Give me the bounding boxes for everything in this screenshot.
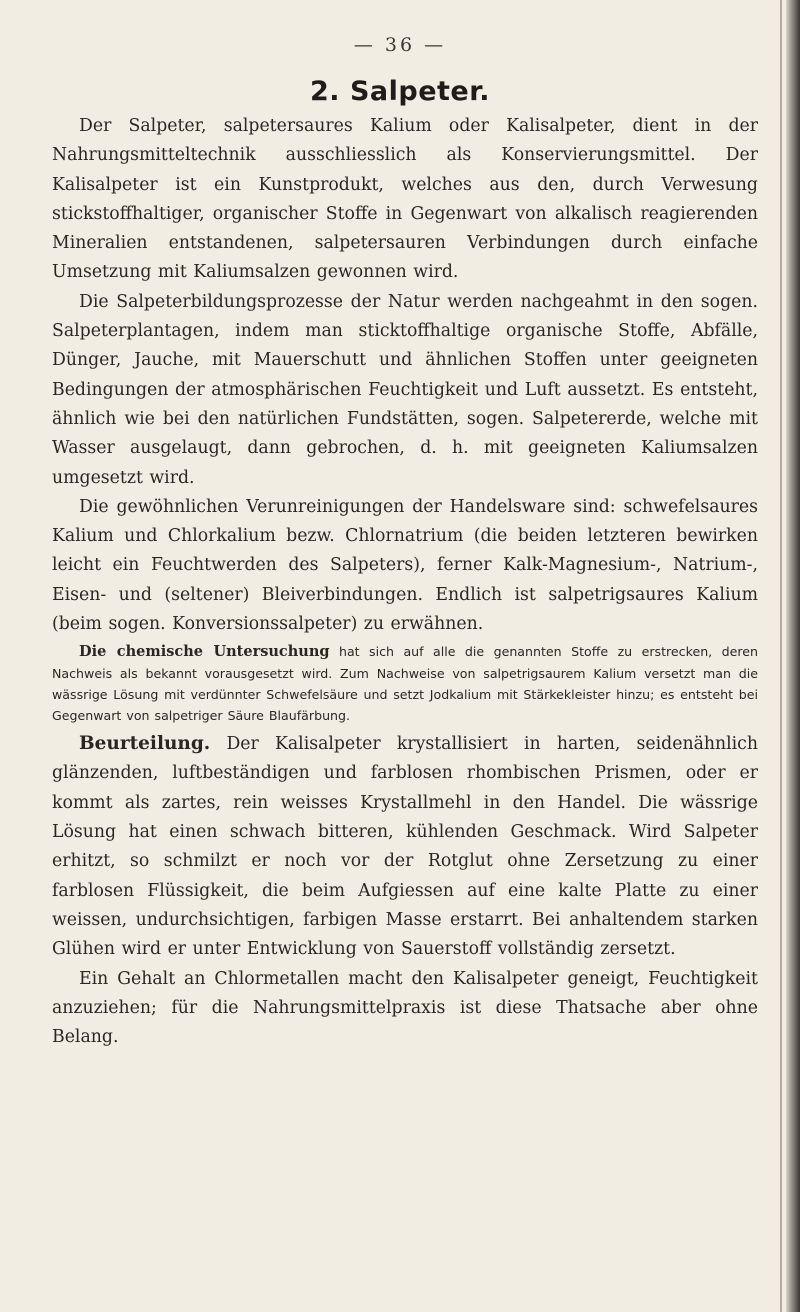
paragraph-assessment — [52, 729, 758, 964]
paragraph-chemical-analysis — [52, 641, 758, 726]
chemical-analysis-text: hat sich auf alle die genannten Stoffe zu erstrecken, deren Nachweis als bekannt vorausgesetzt wird. Zum Nachweise von salpetrigsaurem Kalium versetzt man die wässrige Lösung mit verdünnter Schwefelsäure und setzt Jodkalium mit Stärkekleister hinzu; es entsteht bei Gegenwart von salpetriger Säure Blaufärbung. — [52, 644, 758, 723]
assessment-text: Der Kalisalpeter krystallisiert in harten, seidenähnlich glänzenden, luftbeständigen und farblosen rhombischen Prismen, oder er kommt als zartes, rein weisses Krystallmehl in den Handel. Die wässrige Lösung hat einen schwach bitteren, kühlenden Geschmack. Wird Salpeter erhitzt, so schmilzt er noch vor der Rotglut ohne Zersetzung zu einer farblosen Flüssigkeit, die beim Aufgiessen auf eine kalte Platte zu einer weissen, undurchsichtigen, farbigen Masse erstarrt. Bei anhaltendem starken Glühen wird er unter Entwicklung von Sauerstoff vollständig zersetzt. — [52, 734, 758, 960]
paragraph-impurities: Die gewöhnlichen Verunreinigungen der Handelsware sind: schwefelsaures Kalium und Chlorkalium bezw. Chlornatrium (die beiden letzteren bewirken leicht ein Feuchtwerden des Salpeters), ferner Kalk-Magnesium-, Natrium-, Eisen- und (seltener) Bleiverbindungen. Endlich ist salpetrigsaures Kalium (beim sogen. Konversionssalpeter) zu erwähnen. — [52, 496, 758, 635]
page-edge-line — [780, 0, 782, 1312]
page-number: — 36 — — [353, 34, 447, 56]
paragraph-plantations: Die Salpeterbildungsprozesse der Natur werden nachgeahmt in den sogen. Salpeterplantagen, indem man sticktoffhaltige organische Stoffe, Abfälle, Dünger, Jauche, mit Mauerschutt und ähnlichen Stoffen unter geeigneten Bedingungen der atmosphärischen Feuchtigkeit und Luft aussetzt. Es entsteht, ähnlich wie bei den natürlichen Fundstätten, sogen. Salpetererde, welche mit Wasser ausgelaugt, dann gebrochen, d. h. mit geeigneten Kaliumsalzen umgesetzt wird. — [52, 291, 758, 488]
paragraph-chlorides: Ein Gehalt an Chlormetallen macht den Kalisalpeter geneigt, Feuchtigkeit anzuziehen; für die Nahrungsmittelpraxis ist diese Thatsache aber ohne Belang. — [52, 968, 758, 1048]
paragraph-origin: Der Salpeter, salpetersaures Kalium oder Kalisalpeter, dient in der Nahrungsmitteltechnik ausschliesslich als Konservierungsmittel. Der Kalisalpeter ist ein Kunstprodukt, welches aus den, durch Verwesung stickstoffhaltiger, organischer Stoffe in Gegenwart von alkalisch reagierenden Mineralien entstandenen, salpetersauren Verbindungen durch einfache Umsetzung mit Kaliumsalzen gewonnen wird. — [52, 116, 758, 283]
assessment-lead: Beurteilung. — [79, 733, 211, 755]
chemical-analysis-lead: Die chemische Untersuchung — [79, 643, 330, 661]
body-text — [52, 112, 758, 1052]
section-heading: 2. Salpeter. — [310, 76, 490, 107]
book-spine-shadow — [786, 0, 800, 1312]
